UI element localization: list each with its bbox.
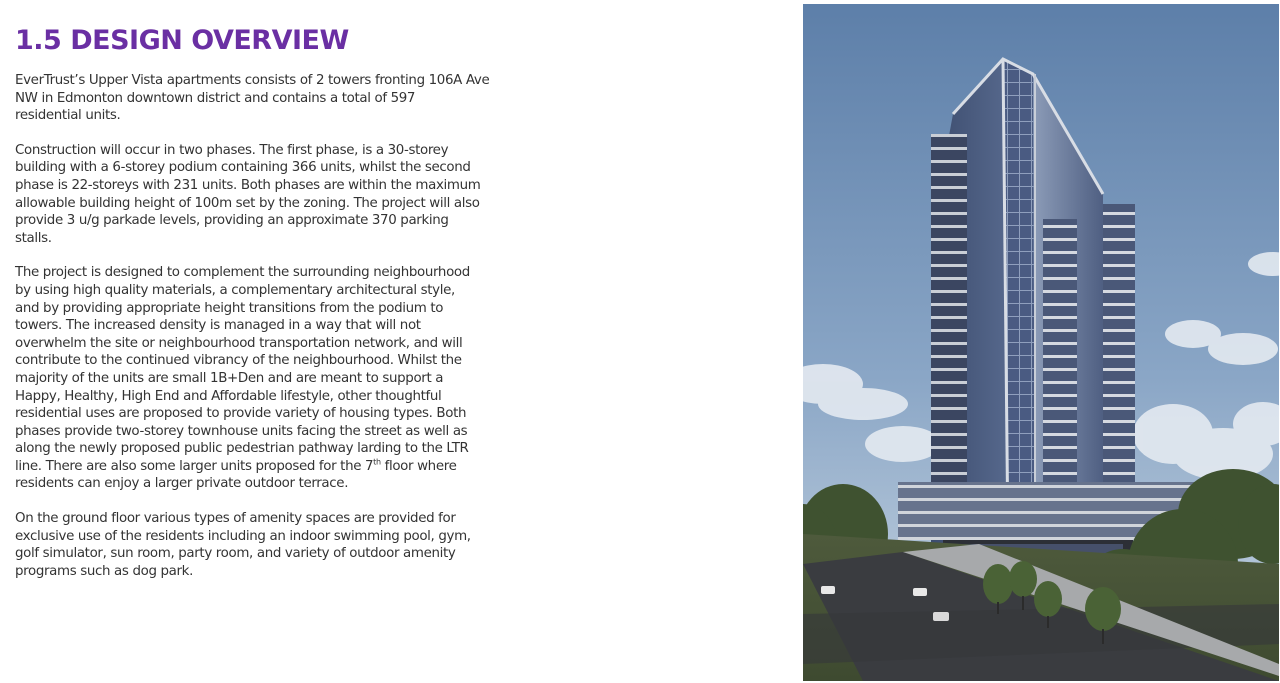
- paragraph-design-approach: [15, 264, 530, 493]
- paragraph-project-summary: EverTrust’s Upper Vista apartments consists of 2 towers fronting 106A Ave NW in Edmonton downtown district and contains a total of 597 residential units.: [15, 73, 490, 124]
- tower-rendering-image: [803, 4, 1279, 681]
- text-column: [15, 22, 530, 597]
- ordinal-superscript: th: [373, 457, 381, 467]
- design-approach-text: The project is designed to complement the surrounding neighbourhood by using high quality materials, a complementary architectural style, and by providing appropriate height transitions from the podium to towers. The increased density is managed in a way that will not overwhelm the site or neighbourhood transportation network, and will contribute to the continued vibrancy of the neighbourhood. Whilst the majority of the units are small 1B+Den and are meant to support a Happy, Healthy, High End and Affordable lifestyle, other thoughtful residential uses are proposed to provide variety of housing types. Both phases provide two-storey townhouse units facing the street as well as along the newly proposed public pedestrian pathway larding to the LTR line. There are also some larger units proposed for the 7: [15, 265, 470, 474]
- tower-rendering-svg: [803, 4, 1279, 681]
- paragraph-construction-phases: Construction will occur in two phases. The first phase, is a 30-storey building with a 6-storey podium containing 366 units, whilst the second phase is 22-storeys with 231 units. Both phases are within the maximum allowable building height of 100m set by the zoning. The project will also provide 3 u/g parkade levels, providing an approximate 370 parking stalls.: [15, 142, 481, 246]
- section-title: 1.5 DESIGN OVERVIEW: [15, 25, 349, 56]
- paragraph-amenities: On the ground floor various types of amenity spaces are provided for exclusive use of the residents including an indoor swimming pool, gym, golf simulator, sun room, party room, and variety of outdoor amenity programs such as dog park.: [15, 511, 471, 579]
- design-approach-text-end: floor where residents can enjoy a larger private outdoor terrace.: [15, 458, 457, 492]
